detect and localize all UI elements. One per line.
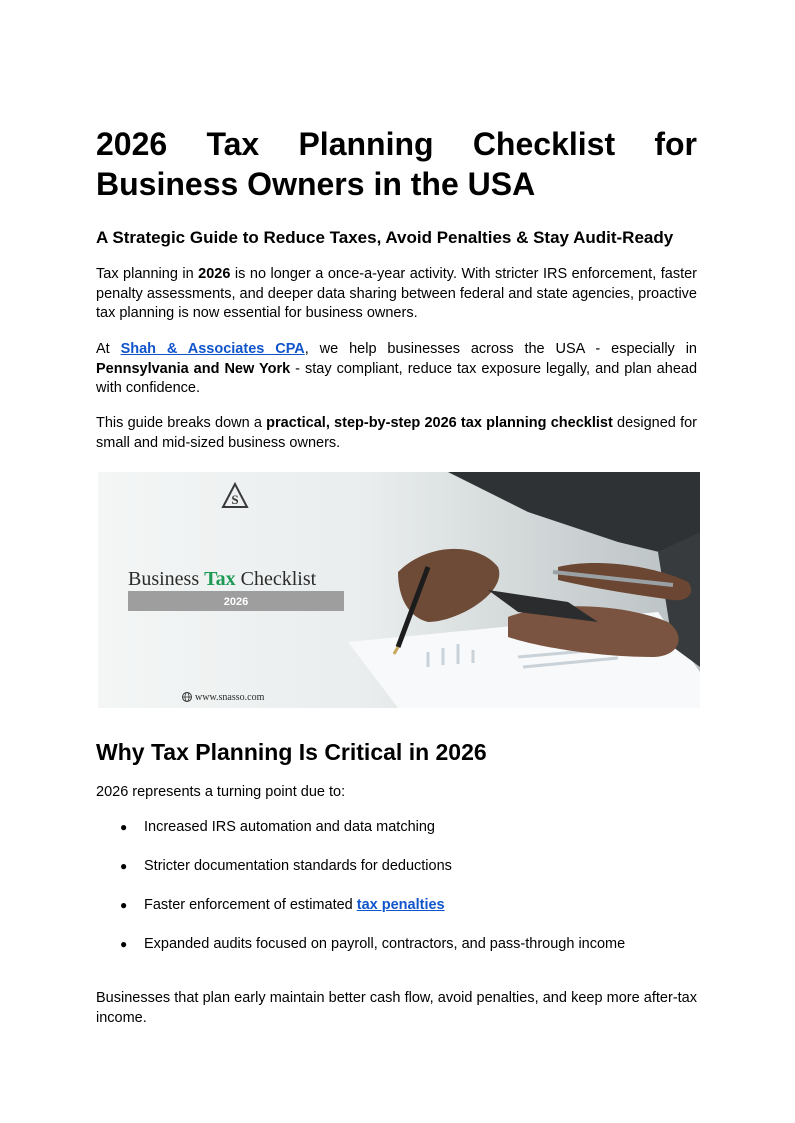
banner-year: 2026: [223, 596, 249, 608]
text-run: designed for small and mid-sized business owners.: [96, 415, 697, 451]
closing-paragraph: Businesses that plan early maintain better cash flow, avoid penalties, and keep more after-tax income.: [96, 990, 697, 1026]
text-run: - stay compliant, reduce tax exposure legally, and plan ahead with confidence.: [96, 360, 698, 396]
guide-paragraph: [96, 414, 697, 453]
about-paragraph: [96, 340, 697, 399]
reasons-list: [96, 818, 697, 974]
text-run: At: [96, 341, 121, 357]
list-item: ● Faster enforcement of estimated tax penalties: [120, 897, 445, 913]
title-word: Planning: [298, 126, 434, 162]
bullet-icon: ●: [120, 898, 128, 912]
section-intro: 2026 represents a turning point due to:: [96, 784, 346, 800]
firm-link[interactable]: Shah & Associates CPA: [120, 341, 305, 357]
text-run: This guide breaks down a: [96, 415, 267, 431]
tax-penalties-link[interactable]: tax penalties: [356, 897, 445, 913]
list-item: ● Expanded audits focused on payroll, contractors, and pass-through income: [120, 936, 626, 952]
bullet-icon: ●: [120, 937, 128, 951]
bullet-icon: ●: [120, 820, 128, 834]
list-item: ● Increased IRS automation and data matching: [120, 819, 435, 835]
section-heading: Why Tax Planning Is Critical in 2026: [96, 739, 487, 765]
title-word: Checklist: [472, 126, 616, 162]
page-subtitle: A Strategic Guide to Reduce Taxes, Avoid Penalties & Stay Audit-Ready: [96, 228, 674, 247]
title-line-2: Business Owners in the USA: [96, 166, 536, 202]
text-run: is no longer a once-a-year activity. With stricter IRS enforcement, faster penalty assessments, and deeper data sharing between federal and state agencies, proactive tax planning is now essential for business owners.: [96, 266, 697, 321]
bold-text: 2026: [198, 266, 231, 282]
bold-text: Pennsylvania and New York: [96, 360, 291, 377]
title-line-1: [96, 124, 697, 164]
title-word: 2026: [96, 126, 168, 162]
banner-website: www.snasso.com: [195, 692, 265, 703]
bullet-icon: ●: [120, 859, 128, 873]
banner-image: [98, 472, 700, 708]
title-word: Tax: [206, 126, 260, 162]
intro-paragraph: [96, 265, 697, 324]
banner-heading: Business Tax Checklist: [128, 568, 317, 590]
svg-text:S: S: [231, 492, 239, 507]
list-item: ● Stricter documentation standards for deductions: [120, 858, 452, 874]
text-run: , we help businesses across the USA - especially in: [304, 341, 697, 357]
page-title: [96, 124, 697, 204]
bold-text: practical, step-by-step 2026 tax planning checklist: [266, 415, 613, 431]
text-run: Tax planning in: [96, 266, 199, 282]
title-word: for: [654, 126, 697, 162]
